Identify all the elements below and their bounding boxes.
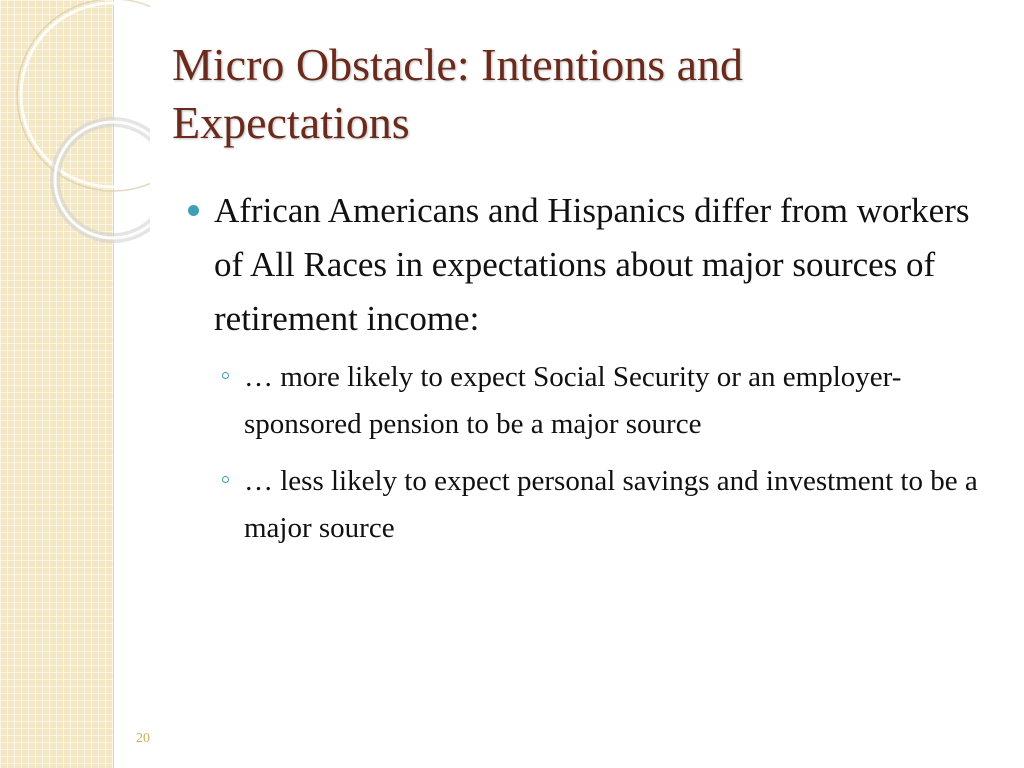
hollow-circle-bullet-icon: [222, 476, 229, 483]
bullet-list: [186, 184, 996, 562]
sub-bullet-item: [214, 354, 996, 448]
slide-number: 20: [136, 731, 150, 746]
sub-bullet-list: [214, 354, 996, 552]
filled-circle-bullet-icon: [188, 205, 199, 216]
slide-title: Micro Obstacle: Intentions and Expectations: [172, 39, 744, 148]
bullet-item: [186, 184, 996, 552]
bullet-text: African Americans and Hispanics differ from workers of All Races in expectations about major sources of retirement income:: [214, 191, 970, 338]
decorative-rings-icon: [0, 0, 150, 260]
sub-bullet-text: … more likely to expect Social Security or an employer-sponsored pension to be a major source: [244, 361, 902, 440]
sub-bullet-text: … less likely to expect personal savings and investment to be a major source: [244, 465, 978, 544]
sub-bullet-item: [214, 458, 996, 552]
hollow-circle-bullet-icon: [222, 372, 229, 379]
